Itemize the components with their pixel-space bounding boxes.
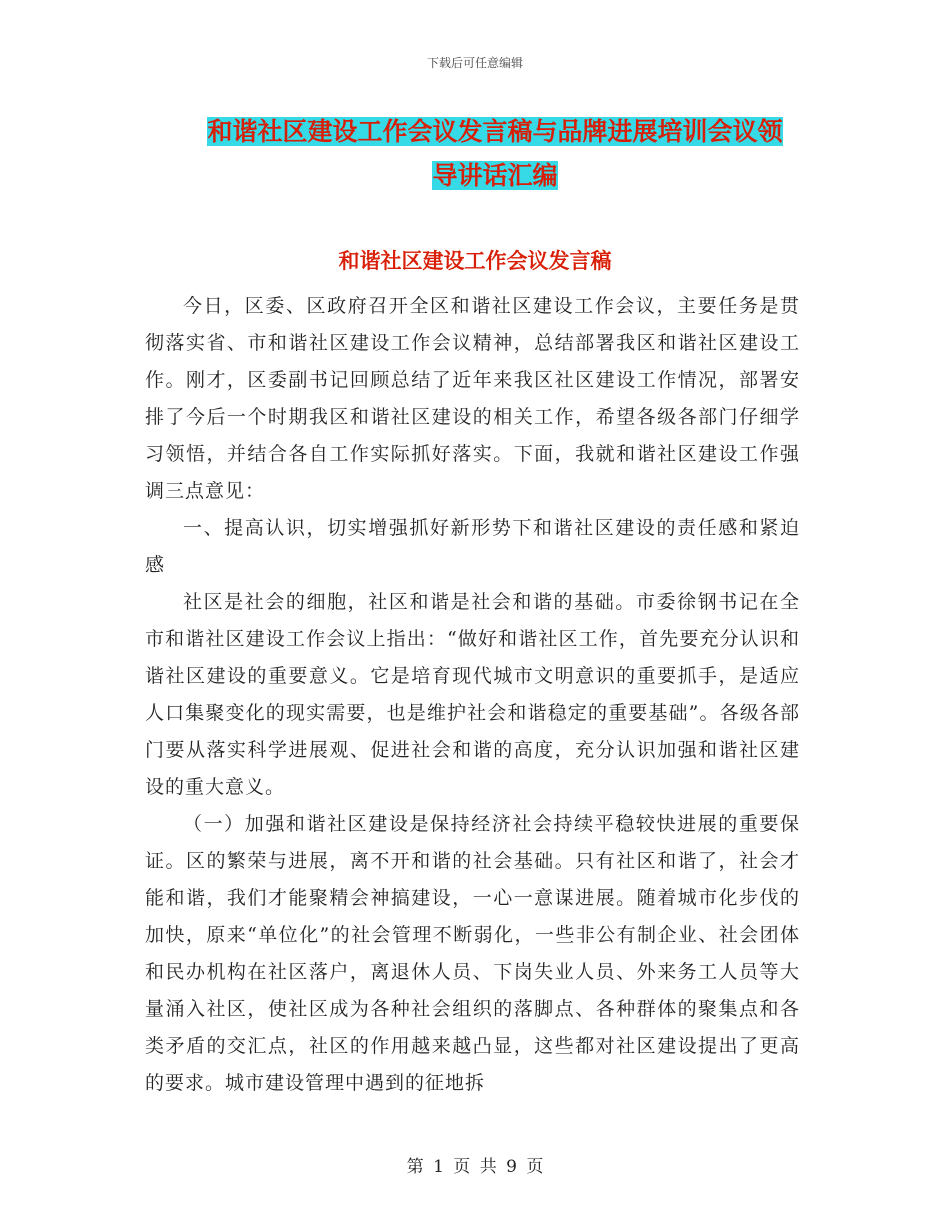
page-number-footer: 第 1 页 共 9 页 — [406, 1157, 544, 1177]
section-title: 和谐社区建设工作会议发言稿 — [338, 248, 612, 273]
title-line-1: 和谐社区建设工作会议发言稿与品牌进展培训会议领 — [207, 117, 783, 146]
paragraph-intro: 今日，区委、区政府召开全区和谐社区建设工作会议，主要任务是贯彻落实省、市和谐社区建设工作会议精神，总结部署我区和谐社区建设工作。刚才，区委副书记回顾总结了近年来我区社区建设工作情况，部署安排了今后一个时期我区和谐社区建设的相关工作，希望各级各部门仔细学习领悟，并结合各自工作实际抓好落实。下面，我就和谐社区建设工作强调三点意见： — [145, 295, 800, 502]
title-line-2: 导讲话汇编 — [432, 161, 558, 190]
document-title — [150, 110, 840, 198]
paragraph-heading-1: 一、提高认识，切实增强抓好新形势下和谐社区建设的责任感和紧迫感 — [145, 517, 800, 576]
header-note: 下载后可任意编辑 — [426, 56, 523, 70]
paragraph-community: 社区是社会的细胞，社区和谐是社会和谐的基础。市委徐钢书记在全市和谐社区建设工作会议上指出：“做好和谐社区工作，首先要充分认识和谐社区建设的重要意义。它是培育现代城市文明意识的重要抓手，是适应人口集聚变化的现实需要，也是维护社会和谐稳定的重要基础”。各级各部门要从落实科学进展观、促进社会和谐的高度，充分认识加强和谐社区建设的重大意义。 — [145, 591, 800, 798]
document-body — [145, 288, 800, 1102]
paragraph-point-1: （一）加强和谐社区建设是保持经济社会持续平稳较快进展的重要保证。区的繁荣与进展，离不开和谐的社会基础。只有社区和谐了，社会才能和谐，我们才能聚精会神搞建设，一心一意谋进展。随着城市化步伐的加快，原来“单位化”的社会管理不断弱化，一些非公有制企业、社会团体和民办机构在社区落户，离退休人员、下岗失业人员、外来务工人员等大量涌入社区，使社区成为各种社会组织的落脚点、各种群体的聚集点和各类矛盾的交汇点，社区的作用越来越凸显，这些都对社区建设提出了更高的要求。城市建设管理中遇到的征地拆 — [145, 813, 800, 1094]
